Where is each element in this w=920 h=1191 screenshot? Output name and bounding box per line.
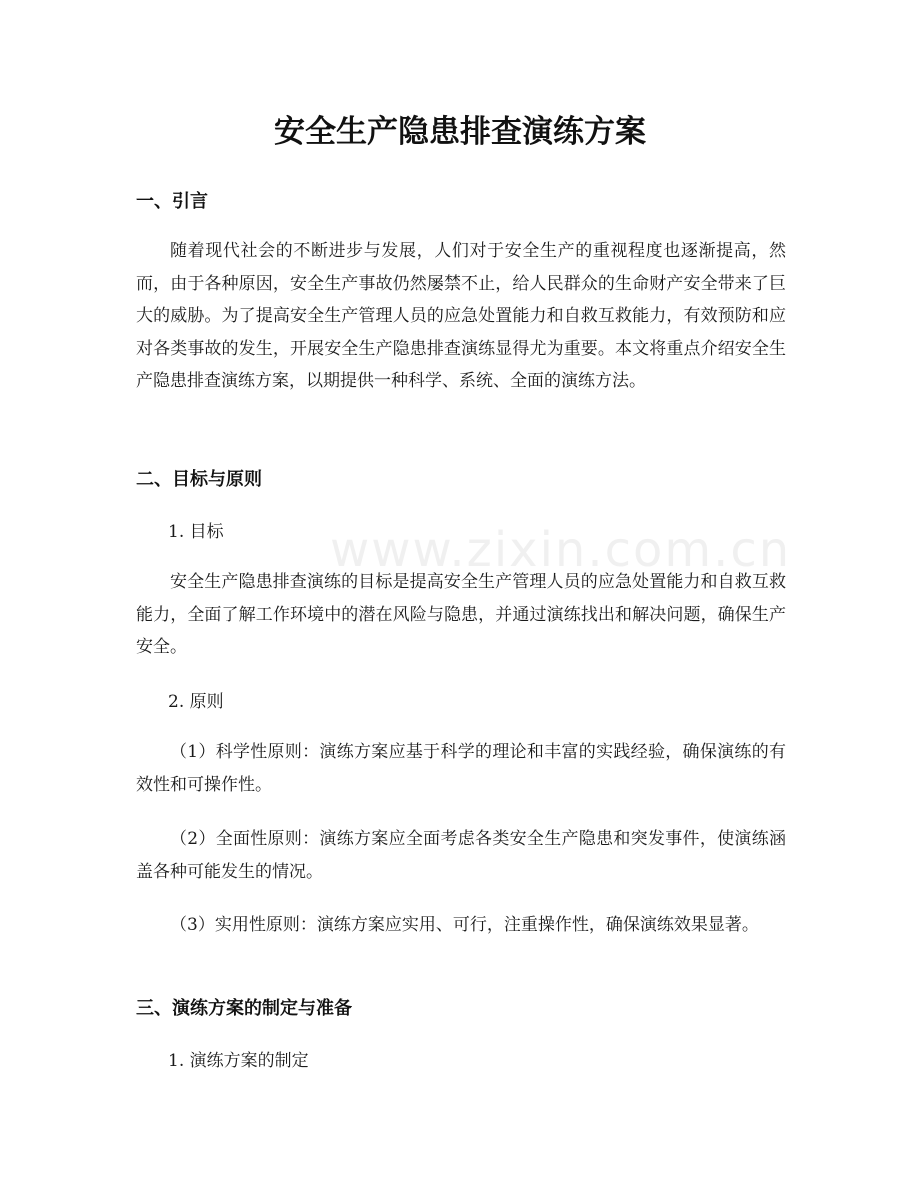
intro-paragraph: 随着现代社会的不断进步与发展，人们对于安全生产的重视程度也逐渐提高，然而，由于各种原因，安全生产事故仍然屡禁不止，给人民群众的生命财产安全带来了巨大的威胁。为了提高安全生产管理人员的应急处置能力和自救互救能力，有效预防和应对各类事故的发生，开展安全生产隐患排查演练显得尤为重要。本文将重点介绍安全生产隐患排查演练方案，以期提供一种科学、系统、全面的演练方法。	[136, 241, 786, 391]
section-heading-plan: 三、演练方案的制定与准备	[136, 998, 352, 1019]
document-title: 安全生产隐患排查演练方案	[274, 114, 646, 150]
section-heading-goals: 二、目标与原则	[136, 469, 262, 490]
principle-item: （1）科学性原则：演练方案应基于科学的理论和丰富的实践经验，确保演练的有效性和可操作性。	[136, 742, 786, 795]
principle-item: （3）实用性原则：演练方案应实用、可行，注重操作性，确保演练效果显著。	[170, 915, 759, 935]
section-heading-intro: 一、引言	[136, 191, 208, 212]
principle-item: （2）全面性原则：演练方案应全面考虑各类安全生产隐患和突发事件，使演练涵盖各种可能发生的情况。	[136, 829, 786, 882]
subheading-principle: 2. 原则	[168, 692, 224, 712]
subheading-goal: 1. 目标	[168, 522, 224, 542]
goal-paragraph: 安全生产隐患排查演练的目标是提高安全生产管理人员的应急处置能力和自救互救能力，全面了解工作环境中的潜在风险与隐患，并通过演练找出和解决问题，确保生产安全。	[136, 572, 786, 657]
watermark: www.zixin.com.cn	[330, 522, 792, 578]
subheading-plan-formulation: 1. 演练方案的制定	[168, 1051, 309, 1071]
